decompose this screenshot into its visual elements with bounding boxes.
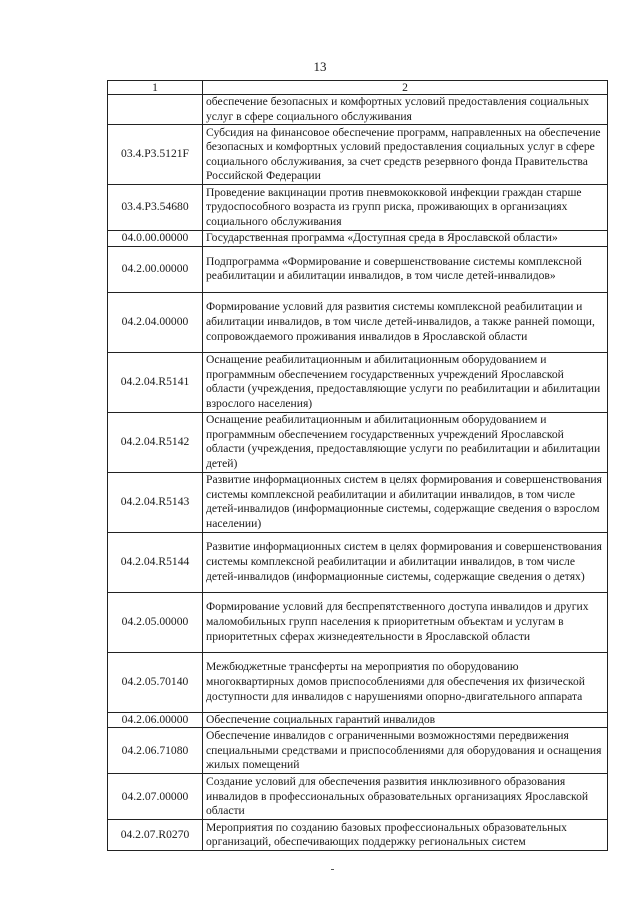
table-row <box>108 412 608 472</box>
row-code: 04.2.04.R5143 <box>108 472 203 532</box>
row-code: 04.0.00.00000 <box>108 231 203 247</box>
table-row <box>108 652 608 712</box>
table-row <box>108 231 608 247</box>
row-code: 04.2.04.R5142 <box>108 412 203 472</box>
table-row <box>108 95 608 125</box>
row-code: 04.2.04.R5144 <box>108 532 203 592</box>
row-description: Создание условий для обеспечения развития инклюзивного образования инвалидов в профессиональных образовательных организациях Ярославской области <box>203 774 608 820</box>
table-header-row <box>108 81 608 95</box>
row-description: Обеспечение социальных гарантий инвалидов <box>203 712 608 728</box>
row-description: Межбюджетные трансферты на мероприятия по оборудованию многоквартирных домов приспособлениями для обеспечения их физической доступности для инвалидов с нарушениями опорно-двигательного аппарата <box>203 652 608 712</box>
column-header-2: 2 <box>203 81 608 95</box>
table-row <box>108 532 608 592</box>
column-header-1: 1 <box>108 81 203 95</box>
row-description: Развитие информационных систем в целях формирования и совершенствования системы комплексной реабилитации и абилитации инвалидов, в том числе детей-инвалидов (информационные системы, содержащие сведения о взрослом населении) <box>203 472 608 532</box>
table-row <box>108 472 608 532</box>
table-row <box>108 774 608 820</box>
row-description: Подпрограмма «Формирование и совершенствование системы комплексной реабилитации и абилитации инвалидов, в том числе детей-инвалидов» <box>203 246 608 292</box>
row-code: 04.2.05.70140 <box>108 652 203 712</box>
row-description: Государственная программа «Доступная среда в Ярославской области» <box>203 231 608 247</box>
table-row <box>108 185 608 231</box>
row-code <box>108 95 203 125</box>
table-row <box>108 728 608 774</box>
page-number: 13 <box>313 59 327 74</box>
table-row <box>108 592 608 652</box>
row-description: Формирование условий для развития системы комплексной реабилитации и абилитации инвалидов, в том числе детей-инвалидов, а также ранней помощи, сопровождаемого проживания инвалидов в Ярославской области <box>203 292 608 352</box>
row-code: 04.2.05.00000 <box>108 592 203 652</box>
row-code: 03.4.P3.5121F <box>108 125 203 185</box>
scan-speck <box>331 869 334 870</box>
table-row <box>108 712 608 728</box>
row-description: Оснащение реабилитационным и абилитационным оборудованием и программным обеспечением государственных учреждений Ярославской области (учреждения, предоставляющие услуги по реабилитации и абилитации взрослого населения) <box>203 352 608 412</box>
row-description: Формирование условий для беспрепятственного доступа инвалидов и других маломобильных групп населения к приоритетным объектам и услугам в приоритетных сферах жизнедеятельности в Ярославской области <box>203 592 608 652</box>
table-row <box>108 246 608 292</box>
row-description: обеспечение безопасных и комфортных условий предоставления социальных услуг в сфере социального обслуживания <box>203 95 608 125</box>
row-description: Обеспечение инвалидов с ограниченными возможностями передвижения специальными средствами и приспособлениями для оборудования и оснащения жилых помещений <box>203 728 608 774</box>
code-table <box>107 80 608 851</box>
table-row <box>108 820 608 851</box>
row-code: 04.2.07.00000 <box>108 774 203 820</box>
row-code: 04.2.07.R0270 <box>108 820 203 851</box>
table-row <box>108 352 608 412</box>
row-code: 04.2.06.71080 <box>108 728 203 774</box>
row-code: 04.2.00.00000 <box>108 246 203 292</box>
row-description: Проведение вакцинации против пневмококковой инфекции граждан старше трудоспособного возраста из групп риска, проживающих в организациях социального обслуживания <box>203 185 608 231</box>
row-code: 04.2.04.00000 <box>108 292 203 352</box>
row-description: Оснащение реабилитационным и абилитационным оборудованием и программным обеспечением государственных учреждений Ярославской области (учреждения, предоставляющие услуги по реабилитации и абилитации детей) <box>203 412 608 472</box>
row-description: Мероприятия по созданию базовых профессиональных образовательных организаций, обеспечивающих поддержку региональных систем <box>203 820 608 851</box>
row-description: Субсидия на финансовое обеспечение программ, направленных на обеспечение безопасных и комфортных условий предоставления социальных услуг в сфере социального обслуживания, за счет средств резервного фонда Правительства Российской Федерации <box>203 125 608 185</box>
table-row <box>108 292 608 352</box>
table-row <box>108 125 608 185</box>
row-code: 04.2.06.00000 <box>108 712 203 728</box>
row-description: Развитие информационных систем в целях формирования и совершенствования системы комплексной реабилитации и абилитации инвалидов, в том числе детей-инвалидов (информационные системы, содержащие сведения о детях) <box>203 532 608 592</box>
row-code: 04.2.04.R5141 <box>108 352 203 412</box>
row-code: 03.4.P3.54680 <box>108 185 203 231</box>
